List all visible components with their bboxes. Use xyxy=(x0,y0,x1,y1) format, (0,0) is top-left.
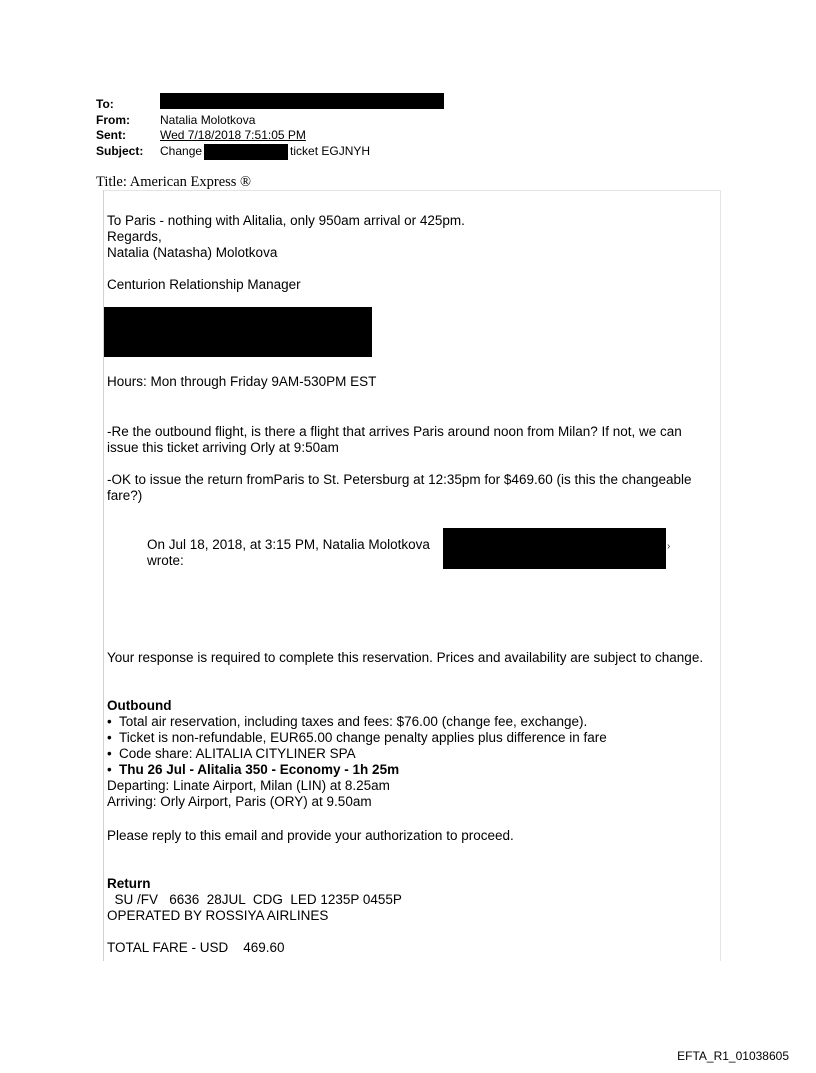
arriving: Arriving: Orly Airport, Paris (ORY) at 9.50am xyxy=(107,794,372,809)
outbound-item: Code share: ALITALIA CITYLINER SPA xyxy=(119,746,356,761)
sent-row xyxy=(96,128,444,144)
regards: Regards, xyxy=(107,229,162,244)
signature-title: Centurion Relationship Manager xyxy=(107,277,301,292)
redaction-bar xyxy=(204,144,288,160)
list-item: • Thu 26 Jul - Alitalia 350 - Economy - 1h 25m xyxy=(107,762,400,777)
operated-by: OPERATED BY ROSSIYA AIRLINES xyxy=(107,908,329,923)
list-item: • Ticket is non-refundable, EUR65.00 change penalty applies plus difference in fare xyxy=(107,730,607,745)
redaction-bar xyxy=(443,528,666,569)
from-label: From: xyxy=(96,112,130,127)
outbound-section xyxy=(107,698,717,810)
departing: Departing: Linate Airport, Milan (LIN) at 8.25am xyxy=(107,778,390,793)
total-fare: TOTAL FARE - USD 469.60 xyxy=(107,940,285,955)
document-id: EFTA_R1_01038605 xyxy=(677,1049,789,1063)
return-section xyxy=(107,876,717,956)
return-itinerary: SU /FV 6636 28JUL CDG LED 1235P 0455P xyxy=(107,892,402,907)
outbound-item: Thu 26 Jul - Alitalia 350 - Economy - 1h 25m xyxy=(119,762,400,777)
message-frame xyxy=(103,190,721,961)
response-required: Your response is required to complete this reservation. Prices and availability are subject to change. xyxy=(107,650,704,665)
return-approval: -OK to issue the return fromParis to St. Petersburg at 12:35pm for $469.60 (is this the changeable fare?) xyxy=(107,472,692,503)
document-title: Title: American Express ® xyxy=(96,174,252,190)
to-row xyxy=(96,97,444,113)
subject-label: Subject: xyxy=(96,143,144,158)
subject-suffix: ticket EGJNYH xyxy=(290,143,371,158)
authorization-request: Please reply to this email and provide your authorization to proceed. xyxy=(107,828,514,843)
outbound-heading: Outbound xyxy=(107,698,172,713)
sent-label: Sent: xyxy=(96,128,126,142)
signature-name: Natalia (Natasha) Molotkova xyxy=(107,245,278,260)
quote-header xyxy=(147,537,430,569)
list-item: • Code share: ALITALIA CITYLINER SPA xyxy=(107,746,356,761)
subject-prefix: Change xyxy=(160,143,203,158)
redaction-bar xyxy=(104,307,372,357)
hours: Hours: Mon through Friday 9AM-530PM EST xyxy=(107,374,377,389)
message-intro xyxy=(107,213,719,293)
message-line: To Paris - nothing with Alitalia, only 950am arrival or 425pm. xyxy=(107,213,465,228)
redaction-edge-mark: › xyxy=(667,541,671,552)
redaction-bar xyxy=(160,93,444,109)
outbound-question: -Re the outbound flight, is there a flight that arrives Paris around noon from Milan? If not, we can issue this ticket arriving Orly at 9:50am xyxy=(107,424,682,455)
from-row xyxy=(96,113,444,129)
to-label: To: xyxy=(96,97,114,111)
return-heading: Return xyxy=(107,876,151,891)
email-header xyxy=(96,97,444,160)
quote-wrote: wrote: xyxy=(147,553,184,568)
from-value: Natalia Molotkova xyxy=(160,112,256,127)
subject-row xyxy=(96,144,444,160)
subject-value xyxy=(160,144,370,160)
outbound-item: Ticket is non-refundable, EUR65.00 change penalty applies plus difference in fare xyxy=(119,730,607,745)
sent-value: Wed 7/18/2018 7:51:05 PM xyxy=(160,128,306,142)
outbound-item: Total air reservation, including taxes and fees: $76.00 (change fee, exchange). xyxy=(119,714,588,729)
to-value xyxy=(160,97,444,113)
list-item: • Total air reservation, including taxes and fees: $76.00 (change fee, exchange). xyxy=(107,714,588,729)
quote-line: On Jul 18, 2018, at 3:15 PM, Natalia Molotkova xyxy=(147,537,430,552)
